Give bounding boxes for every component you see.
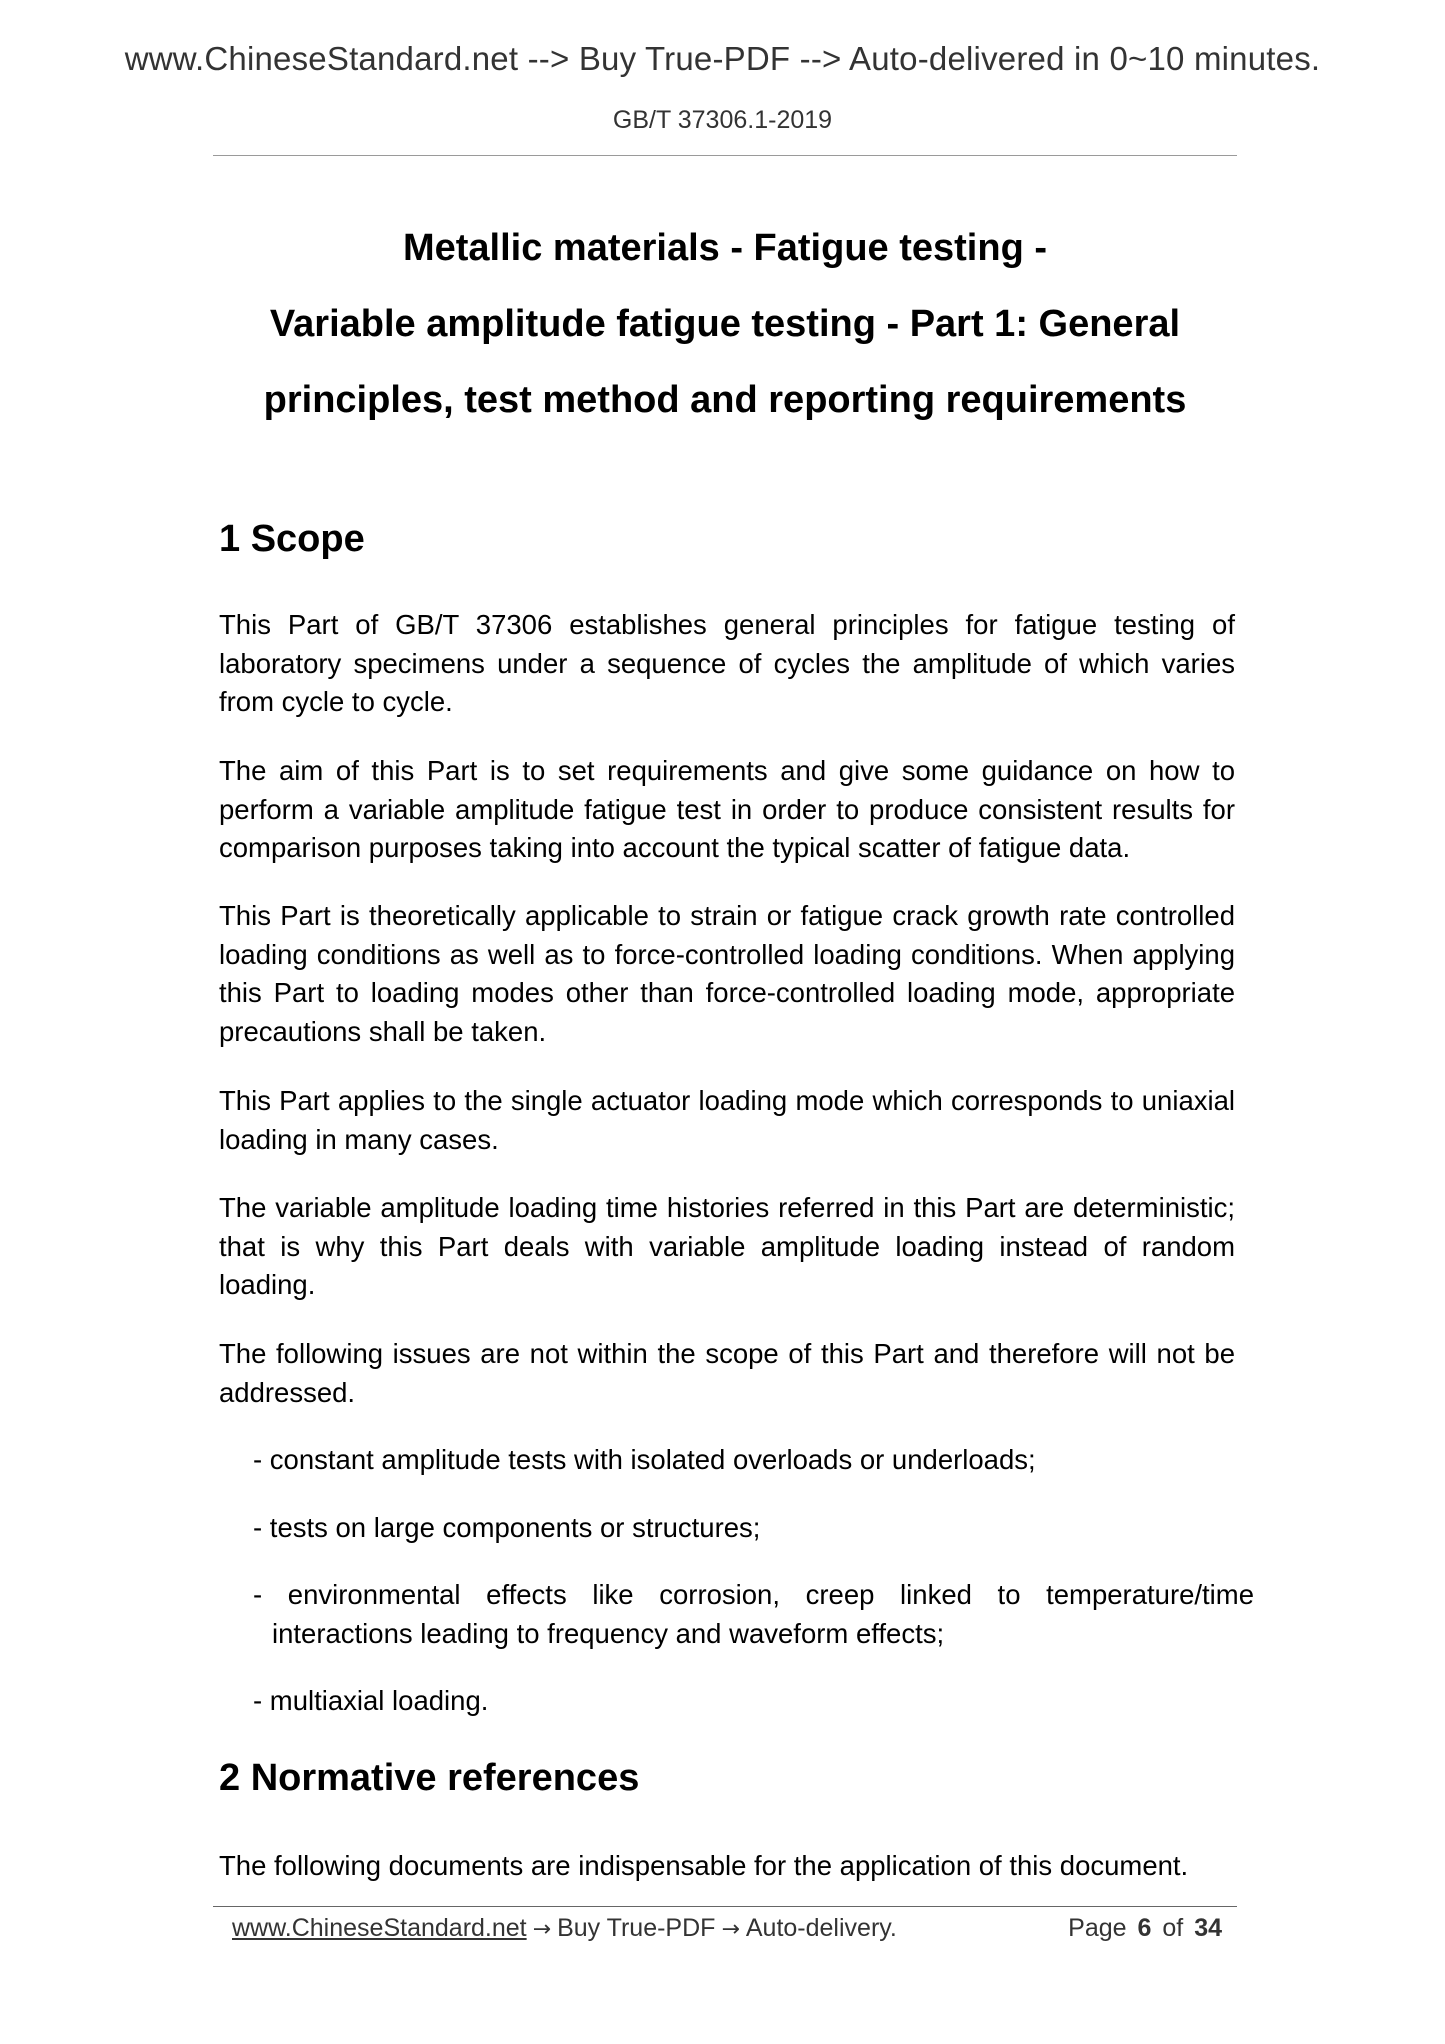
- footer-delivery-text: Auto-delivery.: [745, 1914, 897, 1942]
- title-line-3: principles, test method and reporting requirements: [263, 379, 1187, 421]
- of-label: of: [1162, 1914, 1184, 1942]
- footer-buy-text: Buy True-PDF: [557, 1914, 716, 1942]
- title-line-2: Variable amplitude fatigue testing - Part 1: General: [269, 303, 1181, 345]
- scope-paragraph: This Part is theoretically applicable to strain or fatigue crack growth rate controlled loading conditions as well as to force-controlled loading conditions. When applying this Part to loading modes other than force-controlled loading mode, appropriate precautions shall be taken.: [219, 900, 1235, 1047]
- exclusion-list-item: - tests on large components or structures;: [253, 1512, 761, 1543]
- page-footer: [232, 1906, 1222, 1946]
- scope-paragraph: This Part of GB/T 37306 establishes general principles for fatigue testing of laboratory specimens under a sequence of cycles the amplitude of which varies from cycle to cycle.: [219, 609, 1235, 717]
- footer-promo: [232, 1914, 897, 1943]
- standard-code: GB/T 37306.1-2019: [612, 106, 833, 134]
- exclusion-list-item: - multiaxial loading.: [253, 1685, 489, 1716]
- normative-paragraph: The following documents are indispensable for the application of this document.: [219, 1850, 1189, 1881]
- site-banner: www.ChineseStandard.net --> Buy True-PDF --> Auto-delivered in 0~10 minutes.: [124, 40, 1321, 77]
- scope-paragraph: The aim of this Part is to set requirements and give some guidance on how to perform a variable amplitude fatigue test in order to produce consistent results for comparison purposes taking into account the typical scatter of fatigue data.: [219, 755, 1235, 863]
- exclusion-list-item: - constant amplitude tests with isolated overloads or underloads;: [253, 1444, 1036, 1475]
- arrow-right-icon: →: [721, 1917, 740, 1942]
- footer-site-link[interactable]: www.ChineseStandard.net: [232, 1914, 527, 1942]
- total-pages: 34: [1194, 1914, 1222, 1942]
- section-heading-normative-references: 2 Normative references: [219, 1757, 640, 1799]
- document-title: [213, 210, 1237, 438]
- exclusion-list-item: - environmental effects like corrosion, creep linked to temperature/time interactions leading to frequency and waveform effects;: [253, 1579, 1254, 1649]
- scope-paragraph: The variable amplitude loading time histories referred in this Part are deterministic; that is why this Part deals with variable amplitude loading instead of random loading.: [219, 1192, 1235, 1300]
- title-line-1: Metallic materials - Fatigue testing -: [402, 227, 1048, 269]
- scope-paragraph: This Part applies to the single actuator loading mode which corresponds to uniaxial loading in many cases.: [219, 1085, 1235, 1155]
- scope-paragraph: The following issues are not within the scope of this Part and therefore will not be addressed.: [219, 1338, 1235, 1408]
- arrow-right-icon: →: [532, 1917, 552, 1942]
- page-label: Page: [1068, 1914, 1127, 1942]
- header-divider: [213, 155, 1237, 156]
- page-indicator: [1068, 1914, 1222, 1943]
- section-heading-scope: 1 Scope: [219, 518, 365, 560]
- page-number: 6: [1137, 1914, 1152, 1942]
